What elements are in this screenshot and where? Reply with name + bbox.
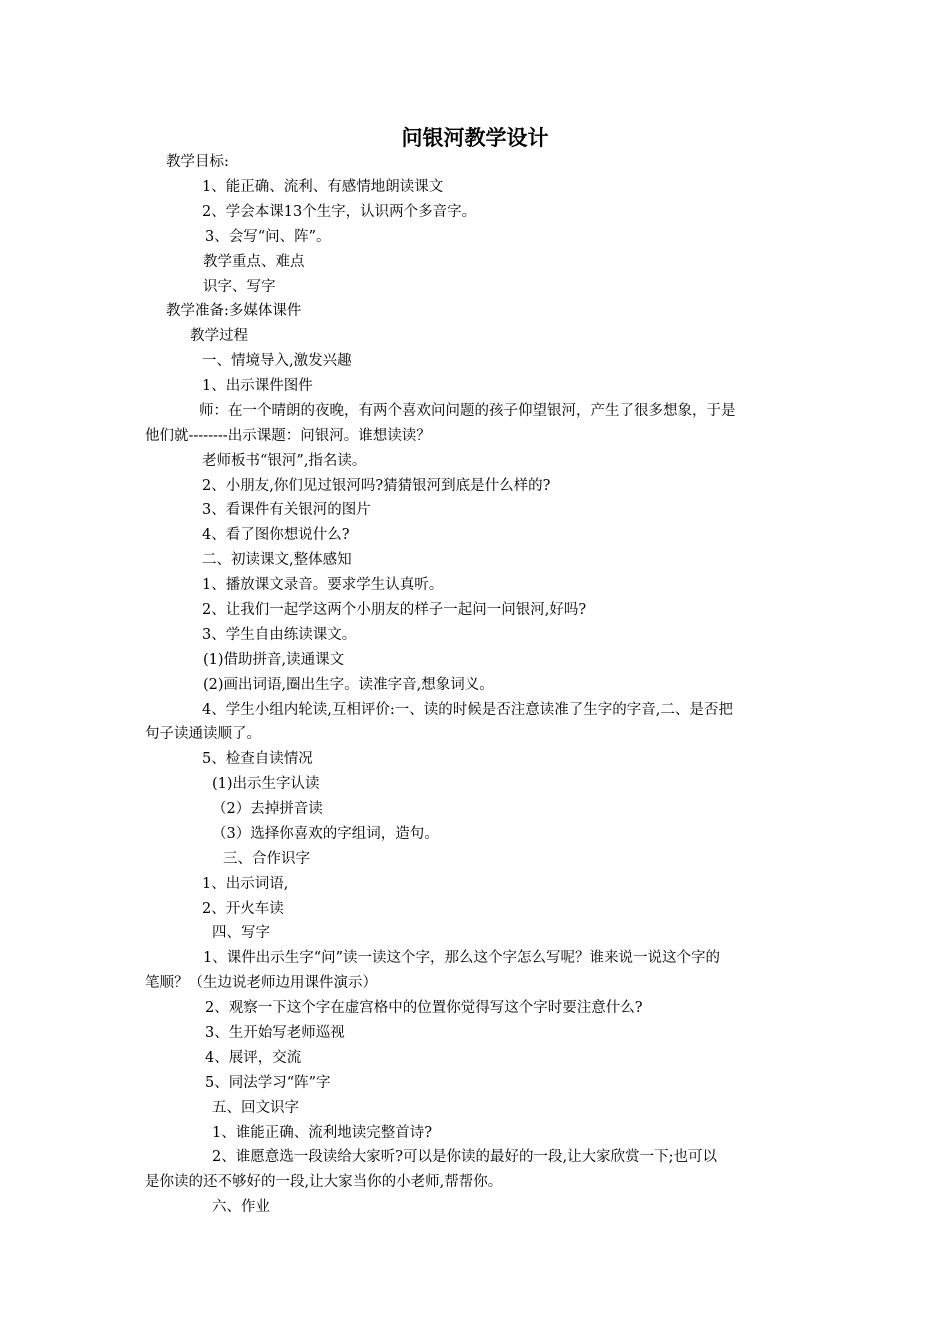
- paragraph-line: 2、开火车读: [202, 901, 284, 917]
- paragraph-line: 2、谁愿意选一段读给大家听?可以是你读的最好的一段,让大家欣赏一下;也可以: [212, 1149, 717, 1165]
- paragraph-line: (2)画出词语,圈出生字。读准字音,想象词义。: [203, 677, 494, 693]
- paragraph-line: 1、课件出示生字“问”读一读这个字，那么这个字怎么写呢？谁来说一说这个字的: [203, 950, 721, 966]
- paragraph-line: 识字、写字: [203, 279, 276, 295]
- paragraph-line: 4、展评，交流: [205, 1050, 302, 1066]
- paragraph-line: (1)借助拼音,读通课文: [203, 652, 345, 668]
- paragraph-line: 1、谁能正确、流利地读完整首诗?: [212, 1125, 432, 1141]
- paragraph-line: 3、学生自由练读课文。: [202, 627, 357, 643]
- paragraph-line: 4、看了图你想说什么?: [202, 527, 350, 543]
- paragraph-line: 4、学生小组内轮读,互相评价:一、读的时候是否注意读准了生字的字音,二、是否把: [202, 702, 733, 718]
- paragraph-line: 2、学会本课13个生字，认识两个多音字。: [202, 204, 477, 220]
- paragraph-line: 3、生开始写老师巡视: [205, 1025, 345, 1041]
- section-heading-preparation: 教学准备:多媒体课件: [166, 303, 302, 319]
- paragraph-line: 2、让我们一起学这两个小朋友的样子一起问一问银河,好吗?: [202, 602, 587, 618]
- paragraph-line: 1、出示课件图件: [202, 378, 313, 394]
- section-heading-2: 二、初读课文,整体感知: [202, 552, 352, 568]
- section-heading-5: 五、回文识字: [212, 1100, 299, 1116]
- paragraph-line: 1、出示词语,: [202, 876, 289, 892]
- section-heading-3: 三、合作识字: [223, 851, 310, 867]
- section-heading-1: 一、情境导入,激发兴趣: [202, 353, 352, 369]
- paragraph-line: （2）去掉拼音读: [212, 801, 323, 817]
- section-heading-4: 四、写字: [212, 925, 270, 941]
- paragraph-line: 3、看课件有关银河的图片: [202, 502, 371, 518]
- paragraph-line: (1)出示生字认读: [212, 776, 320, 792]
- paragraph-line: 1、能正确、流利、有感情地朗读课文: [202, 179, 444, 195]
- paragraph-line: 5、同法学习“阵”字: [205, 1075, 331, 1091]
- section-heading-goals: 教学目标:: [166, 154, 229, 170]
- paragraph-line: 句子读通读顺了。: [145, 726, 261, 742]
- section-heading-process: 教学过程: [190, 328, 248, 344]
- paragraph-line: 是你读的还不够好的一段,让大家当你的小老师,帮帮你。: [145, 1174, 503, 1190]
- section-heading-keypoints: 教学重点、难点: [203, 254, 305, 270]
- paragraph-line: 老师板书“银河”,指名读。: [202, 453, 367, 469]
- paragraph-line: 师：在一个晴朗的夜晚，有两个喜欢问问题的孩子仰望银河，产生了很多想象，于是: [199, 403, 736, 419]
- paragraph-line: 3、会写“问、阵”。: [205, 229, 331, 245]
- document-title: 问银河教学设计: [401, 126, 549, 150]
- section-heading-6: 六、作业: [212, 1199, 270, 1215]
- paragraph-line: 2、小朋友,你们见过银河吗?猜猜银河到底是什么样的?: [202, 478, 551, 494]
- paragraph-line: 5、检查自读情况: [202, 751, 313, 767]
- paragraph-line: 他们就--------出示课题：问银河。谁想读读？: [145, 428, 431, 444]
- paragraph-line: （3）选择你喜欢的字组词，造句。: [212, 826, 439, 842]
- paragraph-line: 1、播放课文录音。要求学生认真听。: [202, 577, 444, 593]
- paragraph-line: 2、观察一下这个字在虚宫格中的位置你觉得写这个字时要注意什么?: [205, 1000, 643, 1016]
- paragraph-line: 笔顺？（生边说老师边用课件演示）: [145, 975, 377, 991]
